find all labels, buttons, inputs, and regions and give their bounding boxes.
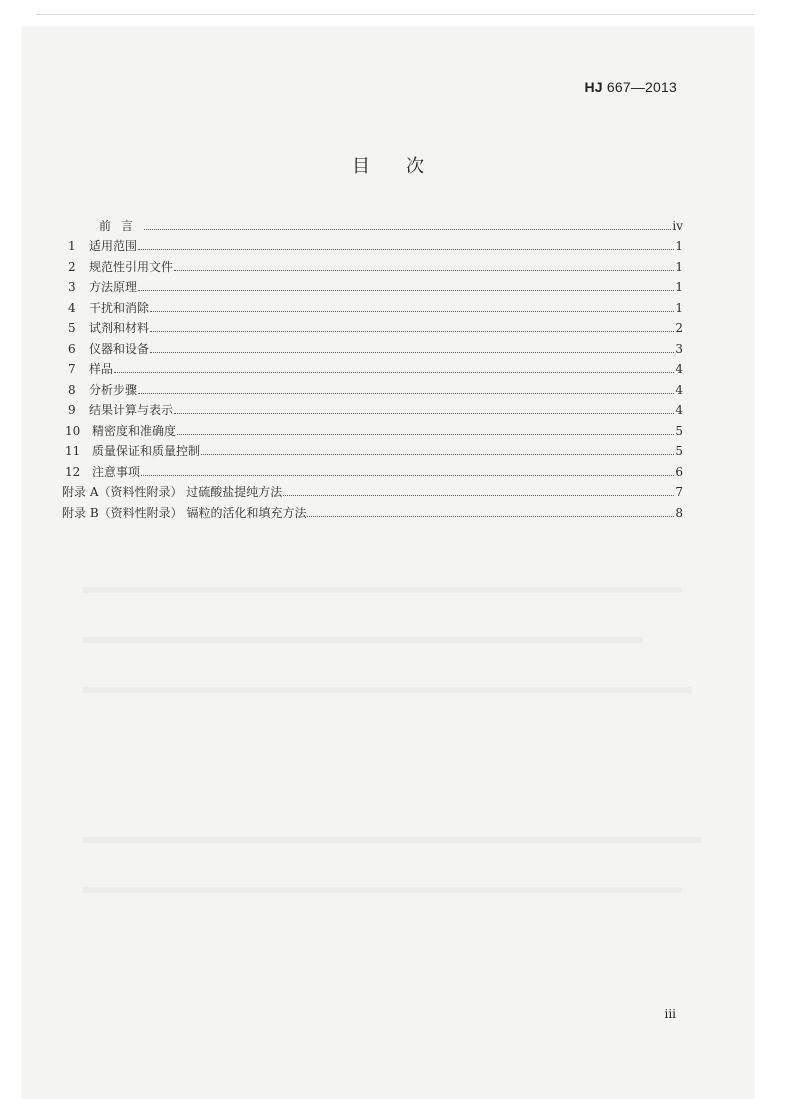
toc-entry-page: 4 bbox=[675, 362, 683, 376]
bleed-through-line bbox=[82, 687, 692, 693]
toc-leader-dots bbox=[150, 310, 674, 312]
toc-leader-dots bbox=[177, 433, 674, 435]
bleed-through-line bbox=[82, 637, 642, 643]
standard-code-prefix: HJ bbox=[584, 79, 603, 95]
toc-entry-page: 7 bbox=[675, 485, 683, 499]
toc-leader-dots bbox=[283, 494, 674, 496]
toc-leader-dots bbox=[174, 412, 674, 414]
toc-entry-number: 8 bbox=[68, 382, 76, 397]
toc-leader-dots bbox=[144, 228, 671, 230]
toc-entry bbox=[62, 234, 683, 255]
toc-leader-dots bbox=[141, 474, 674, 476]
toc-entry-page: 1 bbox=[675, 280, 683, 294]
toc-entry-page: 8 bbox=[675, 505, 683, 520]
toc-entry-page: 1 bbox=[675, 239, 683, 253]
toc-leader-dots bbox=[150, 351, 674, 353]
toc-entry-number: 5 bbox=[68, 321, 76, 335]
toc-entry-label: 注意事项 bbox=[92, 464, 141, 479]
toc-entry-label: 方法原理 bbox=[89, 280, 138, 294]
toc-leader-dots bbox=[114, 371, 674, 373]
top-rule bbox=[36, 14, 754, 15]
toc-entry-label: 规范性引用文件 bbox=[89, 259, 174, 274]
toc-entry-number: 1 bbox=[68, 239, 76, 253]
toc-entry-label: 仪器和设备 bbox=[89, 341, 150, 356]
standard-code-number: 667—2013 bbox=[606, 79, 677, 95]
document-page bbox=[22, 27, 754, 1099]
toc-leader-dots bbox=[138, 289, 674, 291]
toc-entry bbox=[62, 418, 683, 439]
toc-entry bbox=[62, 295, 683, 316]
toc-entry-label: 适用范围 bbox=[89, 239, 138, 253]
toc-entry-label: 分析步骤 bbox=[89, 382, 138, 397]
toc-leader-dots bbox=[174, 269, 674, 271]
toc-entry-page: 2 bbox=[675, 321, 683, 335]
toc-entry bbox=[62, 439, 683, 460]
bleed-through-line bbox=[82, 887, 682, 893]
toc-entry-page: 1 bbox=[675, 300, 683, 315]
toc-entry-number: 11 bbox=[65, 444, 81, 458]
toc-entry-number: 12 bbox=[65, 464, 81, 479]
toc-entry bbox=[62, 398, 683, 419]
toc-entry-page: 4 bbox=[675, 382, 683, 397]
toc-entry-page: 4 bbox=[675, 403, 683, 417]
bleed-through-line bbox=[82, 837, 702, 843]
toc-entry-label: 结果计算与表示 bbox=[89, 403, 174, 417]
toc-entry-number: 7 bbox=[68, 362, 76, 376]
toc-entry bbox=[62, 377, 683, 398]
toc-entry bbox=[62, 213, 683, 234]
toc-entry bbox=[62, 275, 683, 296]
toc-entry-page: 1 bbox=[675, 259, 683, 274]
toc-leader-dots bbox=[138, 392, 674, 394]
toc-entry-label: 质量保证和质量控制 bbox=[92, 444, 201, 458]
toc-entry-page: 3 bbox=[675, 341, 683, 356]
table-of-contents bbox=[62, 213, 683, 521]
toc-leader-dots bbox=[138, 248, 674, 250]
toc-entry-number: 9 bbox=[68, 403, 76, 417]
toc-entry bbox=[62, 357, 683, 378]
toc-entry-label: 试剂和材料 bbox=[89, 321, 150, 335]
toc-entry bbox=[62, 500, 683, 521]
toc-entry-page: iv bbox=[672, 218, 683, 233]
toc-entry-label: 附录 A（资料性附录） 过硫酸盐提纯方法 bbox=[62, 485, 283, 499]
standard-code bbox=[585, 79, 678, 95]
toc-entry-label: 干扰和消除 bbox=[89, 300, 150, 315]
bleed-through-line bbox=[82, 587, 682, 593]
toc-entry-label: 附录 B（资料性附录） 镉粒的活化和填充方法 bbox=[62, 505, 307, 520]
toc-title: 目次 bbox=[352, 156, 460, 177]
toc-entry-number: 6 bbox=[68, 341, 76, 356]
toc-entry bbox=[62, 459, 683, 480]
toc-entry-label: 样品 bbox=[89, 362, 114, 376]
toc-entry-label: 精密度和准确度 bbox=[92, 423, 177, 438]
toc-leader-dots bbox=[150, 330, 674, 332]
toc-entry bbox=[62, 254, 683, 275]
toc-entry-number: 2 bbox=[68, 259, 76, 274]
toc-entry-label: 前言 bbox=[99, 218, 144, 233]
toc-entry-page: 5 bbox=[675, 423, 683, 438]
toc-leader-dots bbox=[201, 453, 674, 455]
toc-entry-number: 10 bbox=[65, 423, 81, 438]
toc-entry-number: 3 bbox=[68, 280, 76, 294]
toc-leader-dots bbox=[307, 515, 674, 517]
toc-entry-number: 4 bbox=[68, 300, 76, 315]
toc-entry bbox=[62, 336, 683, 357]
toc-entry bbox=[62, 480, 683, 501]
toc-entry bbox=[62, 316, 683, 337]
page-number: iii bbox=[664, 1007, 676, 1021]
toc-entry-page: 5 bbox=[675, 444, 683, 458]
toc-entry-page: 6 bbox=[675, 464, 683, 479]
